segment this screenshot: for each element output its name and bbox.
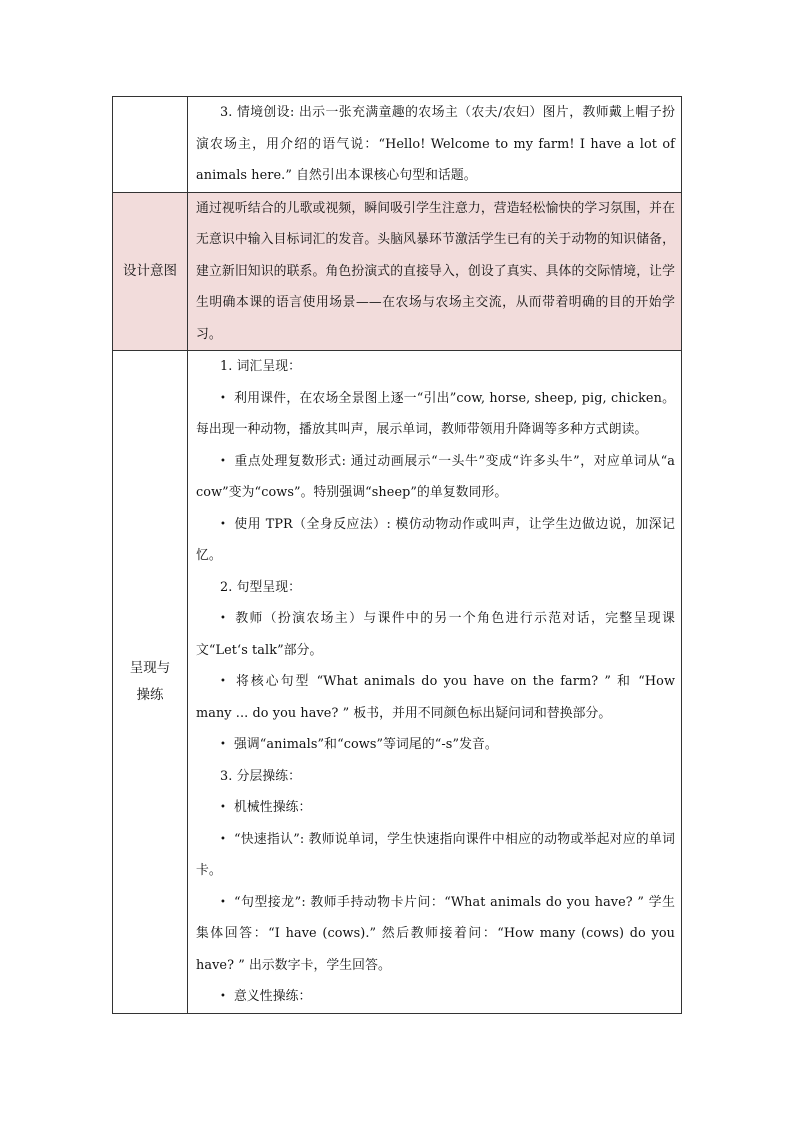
bullet-paragraph bbox=[196, 383, 675, 446]
row-label-cell bbox=[113, 97, 188, 193]
bullet-icon: • bbox=[220, 392, 226, 404]
bullet-icon: • bbox=[220, 991, 226, 1002]
paragraph: 2. 句型呈现： bbox=[220, 579, 302, 595]
row-label-cell: 设计意图 bbox=[113, 192, 188, 351]
bullet-icon: • bbox=[220, 896, 226, 908]
paragraph: 3. 分层操练： bbox=[220, 768, 302, 784]
bullet-text: “句型接龙”: 教师手持动物卡片问：“What animals do you have? ” 学生集体回答：“I have (cows).” 然后教师接着问：“How many (cows) do you have? ” 出示数字卡，学生回答。 bbox=[196, 894, 675, 973]
bullet-paragraph bbox=[196, 446, 675, 509]
row-content-cell bbox=[188, 192, 682, 351]
bullet-text: 意义性操练： bbox=[234, 989, 312, 1004]
label-line: 操练 bbox=[136, 686, 164, 703]
bullet-text: 强调“animals”和“cows”等词尾的“-s”发音。 bbox=[234, 737, 498, 752]
label-line: 呈现与 bbox=[129, 659, 171, 676]
bullet-paragraph bbox=[196, 887, 675, 982]
row-label-cell bbox=[113, 351, 188, 1014]
row-content-cell bbox=[188, 351, 682, 1014]
bullet-text: 使用 TPR（全身反应法）: 模仿动物动作或叫声，让学生边做边说，加深记忆。 bbox=[196, 516, 675, 563]
bullet-text: 教师（扮演农场主）与课件中的另一个角色进行示范对话，完整呈现课文“Let‘s talk”部分。 bbox=[196, 611, 675, 658]
bullet-icon: • bbox=[220, 833, 226, 845]
bullet-text: 利用课件，在农场全景图上逐一“引出”cow, horse, sheep, pig, chicken。每出现一种动物，播放其叫声，展示单词，教师带领用升降调等多种方式朗读。 bbox=[196, 390, 675, 437]
bullet-paragraph bbox=[196, 824, 675, 887]
bullet-text: “快速指认”: 教师说单词，学生快速指向课件中相应的动物或举起对应的单词卡。 bbox=[196, 831, 675, 878]
lesson-plan-table bbox=[112, 96, 682, 1014]
bullet-text: 机械性操练： bbox=[234, 800, 312, 815]
bullet-paragraph bbox=[196, 981, 675, 1013]
table-row bbox=[113, 192, 682, 351]
bullet-icon: • bbox=[220, 739, 226, 750]
bullet-paragraph bbox=[196, 729, 675, 761]
bullet-icon: • bbox=[220, 518, 226, 530]
bullet-icon: • bbox=[220, 455, 226, 467]
bullet-text: 将核心句型 “What animals do you have on the farm? ” 和 “How many ... do you have? ” 板书，并用不同颜色标出疑问词和替换部分。 bbox=[196, 674, 675, 721]
bullet-paragraph bbox=[196, 792, 675, 824]
paragraph: 1. 词汇呈现： bbox=[220, 359, 302, 374]
table-row bbox=[113, 351, 682, 1014]
bullet-paragraph bbox=[196, 603, 675, 666]
table-row bbox=[113, 97, 682, 193]
bullet-icon: • bbox=[220, 676, 226, 687]
bullet-paragraph bbox=[196, 666, 675, 729]
paragraph: 3. 情境创设: 出示一张充满童趣的农场主（农夫/农妇）图片，教师戴上帽子扮演农场主，用介绍的语气说：“Hello! Welcome to my farm! I have a lot of animals here.” 自然引出本课核心句型和话题。 bbox=[196, 105, 675, 183]
bullet-text: 重点处理复数形式: 通过动画展示“一头牛”变成“许多头牛”，对应单词从“a cow”变为“cows”。特别强调“sheep”的单复数同形。 bbox=[196, 453, 675, 500]
row-content-cell bbox=[188, 97, 682, 193]
bullet-icon: • bbox=[220, 613, 226, 624]
paragraph: 通过视听结合的儿歌或视频，瞬间吸引学生注意力，营造轻松愉快的学习氛围，并在无意识中输入目标词汇的发音。头脑风暴环节激活学生已有的关于动物的知识储备，建立新旧知识的联系。角色扮演式的直接导入，创设了真实、具体的交际情境，让学生明确本课的语言使用场景——在农场与农场主交流，从而带着明确的目的开始学习。 bbox=[196, 200, 675, 342]
bullet-paragraph bbox=[196, 509, 675, 572]
bullet-icon: • bbox=[220, 802, 226, 813]
